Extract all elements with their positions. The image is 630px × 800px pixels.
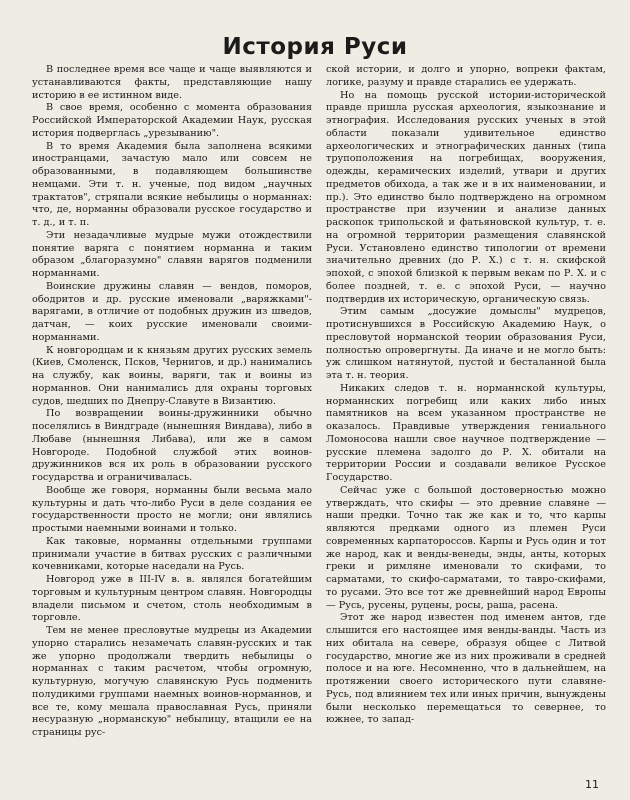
right-column [326,64,606,727]
paragraph: Никаких следов т. н. норманнской культуры, норманнских погребищ или каких либо иных памятников на всем указанном пространстве не оказалось. Правдивые утверждения гениального Ломоносова нашли свое научное подтверждение — русские племена задолго до Р. Х. обитали на территории России и создавали великое Русское Государство. [326,382,606,483]
paragraph: Сейчас уже с большой достоверностью можно утверждать, что скифы — это древние славяне — наши предки. Точно так же как и то, что карпы являются предками одного из племен Руси современных карпатороссов. Карпы и Русь один и тот же народ, как и венды-венеды, энды, анты, которых греки и римляне именовали то скифами, то сарматами, то скифо-сарматами, то тавро-скифами, то русами. Это все тот же древнейший народ Европы — Русь, русены, руцены, росы, раша, расена. [326,484,606,611]
paragraph: Вообще же говоря, норманны были весьма мало культурны и дать что-либо Руси в деле создания ее государственности просто не могли; они являлись простыми наемными воинами и только. [32,484,312,534]
paragraph: Как таковые, норманны отдельными группами принимали участие в битвах русских с различными кочевниками, которые наседали на Русь. [32,535,312,573]
paragraph-continuation: ской истории, и долго и упорно, вопреки фактам, логике, разуму и правде старались ее удержать. [326,64,606,88]
page-number: 11 [585,778,599,791]
paragraph: Этот же народ известен под именем антов, где слышится его настоящее имя венды-ванды. Часть из них обитала на севере, образуя общее с Литвой государство, многие же из них проживали в средней полосе и на юге. Несомненно, что в дальнейшем, на протяжении своего исторического пути славяне-Русь, под влиянием тех или иных причин, вынуждены были несколько перемещаться то севернее, то южнее, то запад- [326,612,606,726]
left-column [32,64,312,740]
paragraph: Эти незадачливые мудрые мужи отождествили понятие варяга с понятием норманна и таким образом „благоразумно" славян варягов подменили норманнами. [32,229,312,279]
paragraph: Этим самым „досужие домыслы" мудрецов, протиснувшихся в Российскую Академию Наук, о пресловутой норманской теории образования Руси, полностью опровергнуты. Да иначе и не могло быть: уж слишком натянутой, пустой и бесталанной была эта т. н. теория. [326,306,606,381]
paragraph: Тем не менее пресловутые мудрецы из Академии упорно старались незамечать славян-русских и так же упорно продолжали твердить небылицы о норманнах с таким расчетом, чтобы огромную, культурную, могучую славянскую Русь подменить полудикими группами наемных воинов-норманнов, и все те, кому мешала православная Русь, приняли несуразную „норманскую" небылицу, втащили ее на страницы рус- [32,625,312,738]
paragraph: В то время Академия была заполнена всякими иностранцами, зачастую мало или совсем не образованными, в подавляющем большинстве немцами. Эти т. н. ученые, под видом „научных трактатов", стряпали всякие небылицы о норманнах: что, де, норманны образовали русское государство и т. д., и т. п. [32,140,312,228]
paragraph: Воинские дружины славян — вендов, поморов, ободритов и др. русские именовали „варяжками"-варягами, в отличие от подобных дружин из шведов, датчан, — коих русские именовали своими-норманнами. [32,280,312,343]
paragraph: К новгородцам и к князьям других русских земель (Киев, Смоленск, Псков, Чернигов, и др.) нанимались на службу, как воины, варяги, так и воины из норманнов. Они нанимались для охраны торговых судов, шедших по Днепру-Славуте в Византию. [32,344,312,407]
paragraph: Новгород уже в III-IV в. в. являлся богатейшим торговым и культурным центром славян. Новгородцы владели письмом и счетом, столь необходимым в торговле. [32,574,312,624]
paragraph: В последнее время все чаще и чаще выявляются и устанавливаются факты, представляющие нашу историю в ее истинном виде. [32,64,312,101]
paragraph: Но на помощь русской истории-исторической правде пришла русская археология, языкознание и этнография. Исследования русских ученых в этой области показали удивительное единство археологических и этнографических данных (типа трупоположения на погребищах, вооружения, одежды, керамических изделий, утвари и других предметов обихода, а так же и в их наименовании, и пр.). Это единство было подтверждено на огромном пространстве при изучении и анализе данных раскопок трипольской и фатьяновской культур, т. е. на огромной территории размещения славянской Руси. Установлено единство типологии от времени значительно древних (до Р. Х.) с т. н. скифской эпохой, с эпохой близкой к первым векам по Р. Х. и с более поздней, т. е. с эпохой Руси, — научно подтвердив их историческую, органическую связь. [326,89,606,305]
paragraph: В свое время, особенно с момента образования Российской Императорской Академии Наук, русская история подверглась „урезыванию". [32,102,312,139]
paragraph: По возвращении воины-дружинники обычно поселялись в Виндграде (нынешняя Виндава), либо в Любаве (нынешняя Либава), или же в самом Новгороде. Подобной службой этих воинов-дружинников вся их роль в образовании русского государства и ограничивалась. [32,408,312,483]
page-title: История Руси [222,34,408,60]
